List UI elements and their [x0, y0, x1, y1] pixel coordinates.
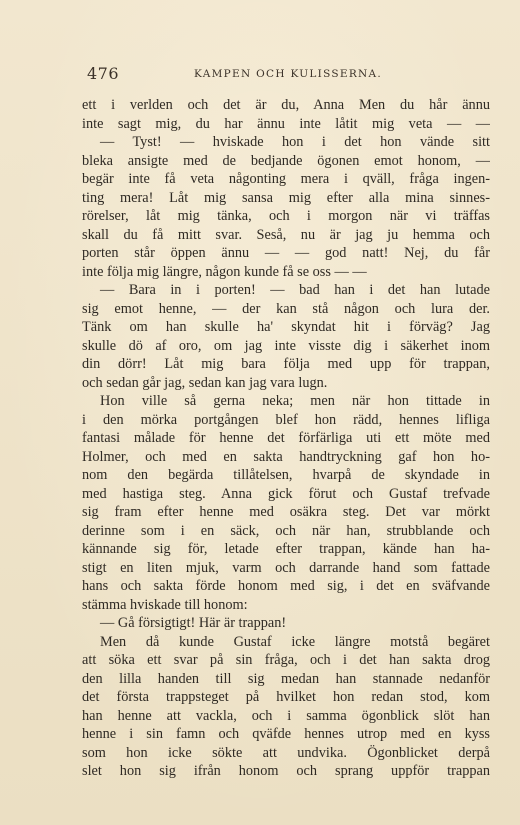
- text-line: i den mörka portgången blef hon rädd, hennes lifliga: [82, 411, 490, 428]
- running-head: KAMPEN OCH KULISSERNA.: [194, 68, 383, 80]
- text-line: sig emot henne, — der kan stå någon och lura der.: [82, 300, 490, 317]
- text-line: stigt en liten mjuk, varm och darrande hand som fattade: [82, 559, 490, 576]
- text-line: Holmer, och med en sakta handtryckning gaf hon ho-: [82, 448, 490, 465]
- text-line: — Tyst! — hviskade hon i det hon vände sitt: [100, 134, 490, 150]
- text-line: slet hon sig ifrån honom och sprang uppför trappan: [82, 763, 490, 779]
- text-line: Men då kunde Gustaf icke längre motstå begäret: [100, 633, 490, 650]
- text-line: att söka ett svar på sin fråga, och i det han sakta drog: [82, 652, 490, 668]
- text-line: nom den begärda tillåtelsen, hvarpå de skyndade in: [82, 467, 490, 483]
- text-line: derinne som i en säck, och när han, strubblande och: [82, 522, 490, 539]
- text-line: skulle dö af oro, om jag inte visste dig i säkerhet inom: [82, 337, 490, 354]
- text-line: begär inte få veta någonting mera i qväll, fråga ingen-: [82, 171, 490, 187]
- body-text: [82, 96, 490, 781]
- text-line: inte följa mig längre, någon kunde få se oss — —: [82, 263, 367, 280]
- page-number: 476: [87, 64, 120, 83]
- page-header: [82, 64, 490, 84]
- text-line: han henne att vackla, och i samma ögonblick slöt han: [82, 707, 490, 724]
- text-line: kännande sig för, letade efter trappan, kände han ha-: [82, 541, 490, 557]
- text-line: fantasi målade för henne det förfärliga uti ett möte med: [82, 430, 490, 446]
- text-line: sig fram efter henne med osäkra steg. Det var mörkt: [82, 504, 490, 520]
- text-line: inte sagt mig, du har ännu inte låtit mig veta — —: [82, 115, 490, 132]
- text-line: bleka ansigte med de bedjande ögonen emot honom, —: [82, 152, 490, 169]
- text-line: stämma hviskade till honom:: [82, 596, 248, 613]
- text-line: skall du få mitt svar. Seså, nu är jag ju hemma och: [82, 226, 490, 243]
- text-line: — Gå försigtigt! Här är trappan!: [100, 615, 287, 631]
- text-line: Hon ville så gerna neka; men när hon tittade in: [100, 393, 490, 409]
- text-line: ett i verlden och det är du, Anna Men du hår ännu: [82, 97, 490, 113]
- text-line: din dörr! Låt mig bara följa med upp för trappan,: [82, 356, 490, 372]
- text-line: rörelser, låt mig tänka, och i morgon när vi träffas: [82, 208, 490, 224]
- text-line: henne i sin famn och qväfde hennes utrop med en kyss: [82, 726, 490, 742]
- text-line: — Bara in i porten! — bad han i det han lutade: [100, 282, 490, 298]
- text-line: den lilla handen till sig medan han stannade nedanför: [82, 670, 490, 687]
- text-line: porten står öppen ännu — — god natt! Nej, du får: [82, 245, 490, 261]
- text-line: som hon icke sökte att undvika. Ögonblicket derpå: [82, 744, 490, 761]
- text-line: med hastiga steg. Anna gick förut och Gustaf trefvade: [82, 485, 490, 502]
- text-line: och sedan går jag, sedan kan jag vara lugn.: [82, 374, 328, 391]
- text-line: ting mera! Låt mig sansa mig efter alla mina sinnes-: [82, 189, 490, 206]
- text-line: det första trappsteget på hvilket hon redan stod, kom: [82, 689, 490, 705]
- text-line: hans och sakta förde honom med sig, i det en sväfvande: [82, 578, 490, 594]
- text-line: Tänk om han skulle ha' skyndat hit i förväg? Jag: [82, 319, 490, 335]
